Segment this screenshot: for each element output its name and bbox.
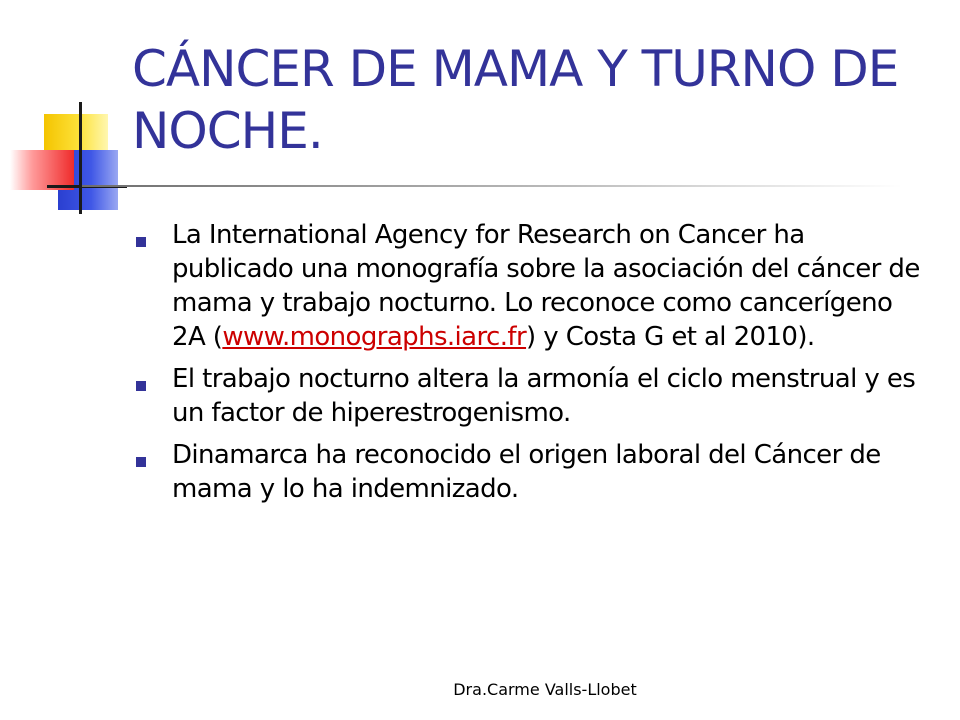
bullet-text: Dinamarca ha reconocido el origen laboral del Cáncer de mama y lo ha indemnizado.	[172, 440, 881, 504]
bullet-text-after-link: ) y Costa G et al 2010).	[526, 322, 815, 352]
vertical-line-decoration	[79, 102, 82, 214]
bullet-list	[132, 218, 932, 514]
red-bar-decoration	[10, 150, 74, 190]
square-bullet-icon	[136, 381, 146, 391]
iarc-link[interactable]: www.monographs.iarc.fr	[222, 322, 527, 352]
bullet-item-iarc	[132, 218, 932, 354]
square-bullet-icon	[136, 237, 146, 247]
bullet-item-night-work	[132, 362, 932, 430]
bullet-text-before-link: La International Agency for Research on Cancer ha publicado una monografía sobre la asociación del cáncer de mama y trabajo nocturno. Lo reconoce como cancerígeno 2A (	[172, 220, 920, 352]
footer-author: Dra.Carme Valls-Llobet	[453, 680, 637, 699]
corner-decoration	[0, 0, 140, 230]
square-bullet-icon	[136, 457, 146, 467]
slide-title: CÁNCER DE MAMA Y TURNO DE NOCHE.	[132, 40, 899, 160]
bullet-item-denmark	[132, 438, 932, 506]
title-underline-rule	[82, 185, 902, 187]
bullet-text: El trabajo nocturno altera la armonía el ciclo menstrual y es un factor de hiperestrogenismo.	[172, 364, 916, 428]
